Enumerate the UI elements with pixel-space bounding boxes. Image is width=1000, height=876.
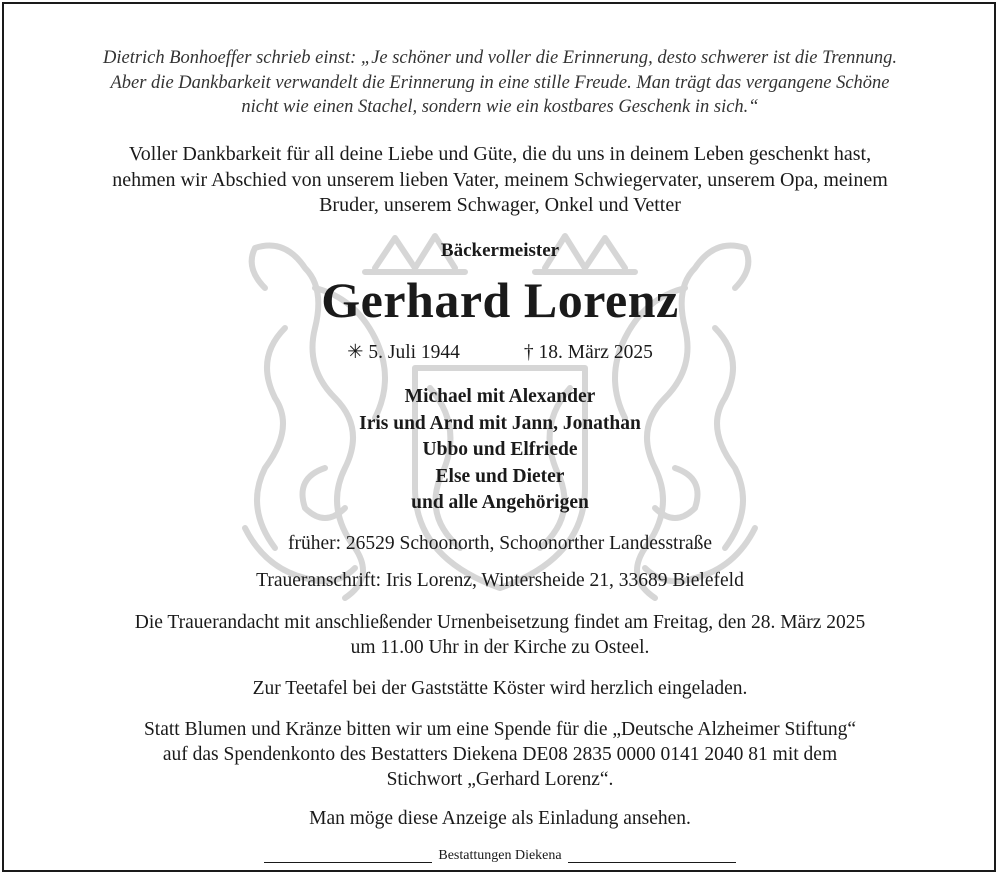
donation-line: Statt Blumen und Kränze bitten wir um eine Spende für die „Deutsche Alzheimer Stiftung“ bbox=[143, 719, 857, 740]
undertaker-footer bbox=[0, 848, 1000, 864]
tea-invitation: Zur Teetafel bei der Gaststätte Köster wird herzlich eingeladen. bbox=[252, 678, 748, 699]
family-line: Else und Dieter bbox=[435, 465, 565, 487]
footer-rule-left bbox=[264, 862, 432, 863]
family-line: Ubbo und Elfriede bbox=[422, 439, 578, 460]
deceased-title: Bäckermeister bbox=[440, 240, 560, 261]
intro-line: Voller Dankbarkeit für all deine Liebe und Güte, die du uns in deinem Leben geschenkt hast, bbox=[128, 143, 872, 165]
quote-line: Dietrich Bonhoeffer schrieb einst: „Je schöner und voller die Erinnerung, desto schwerer ist die Trennung. bbox=[102, 48, 897, 68]
family-line: Michael mit Alexander bbox=[404, 386, 596, 407]
service-info bbox=[0, 611, 1000, 660]
quote-line: nicht wie einen Stachel, sondern wie ein kostbares Geschenk in sich.“ bbox=[241, 97, 759, 117]
former-address: früher: 26529 Schoonorth, Schoonorther Landesstraße bbox=[287, 533, 713, 554]
donation-line: auf das Spendenkonto des Bestatters Diekena DE08 2835 0000 0141 2040 81 mit dem bbox=[162, 744, 838, 765]
family-line: Iris und Arnd mit Jann, Jonathan bbox=[359, 412, 641, 434]
intro-line: Bruder, unserem Schwager, Onkel und Vetter bbox=[319, 194, 681, 216]
life-dates bbox=[0, 340, 1000, 364]
birth-date: ✳ 5. Juli 1944 bbox=[347, 342, 460, 363]
donation-info bbox=[0, 717, 1000, 792]
bonhoeffer-quote bbox=[0, 46, 1000, 120]
deceased-name: Gerhard Lorenz bbox=[321, 272, 679, 328]
service-line: um 11.00 Uhr in der Kirche zu Osteel. bbox=[350, 636, 650, 658]
quote-line: Aber die Dankbarkeit verwandelt die Erinnerung in eine stille Freude. Man trägt das vergangene Schöne bbox=[110, 72, 890, 93]
death-date: † 18. März 2025 bbox=[523, 342, 653, 363]
closing-note: Man möge diese Anzeige als Einladung ansehen. bbox=[309, 808, 691, 829]
farewell-intro bbox=[0, 142, 1000, 219]
mourning-address: Traueranschrift: Iris Lorenz, Wintersheide 21, 33689 Bielefeld bbox=[256, 570, 744, 591]
service-line: Die Trauerandacht mit anschließender Urnenbeisetzung findet am Freitag, den 28. März 2025 bbox=[134, 612, 866, 633]
mourning-family bbox=[0, 384, 1000, 517]
family-line: und alle Angehörigen bbox=[411, 492, 589, 513]
footer-rule-right bbox=[568, 862, 736, 863]
intro-line: nehmen wir Abschied von unserem lieben Vater, meinem Schwiegervater, unserem Opa, meinem bbox=[112, 168, 888, 191]
undertaker-name: Bestattungen Diekena bbox=[438, 848, 562, 863]
donation-line: Stichwort „Gerhard Lorenz“. bbox=[386, 769, 614, 790]
